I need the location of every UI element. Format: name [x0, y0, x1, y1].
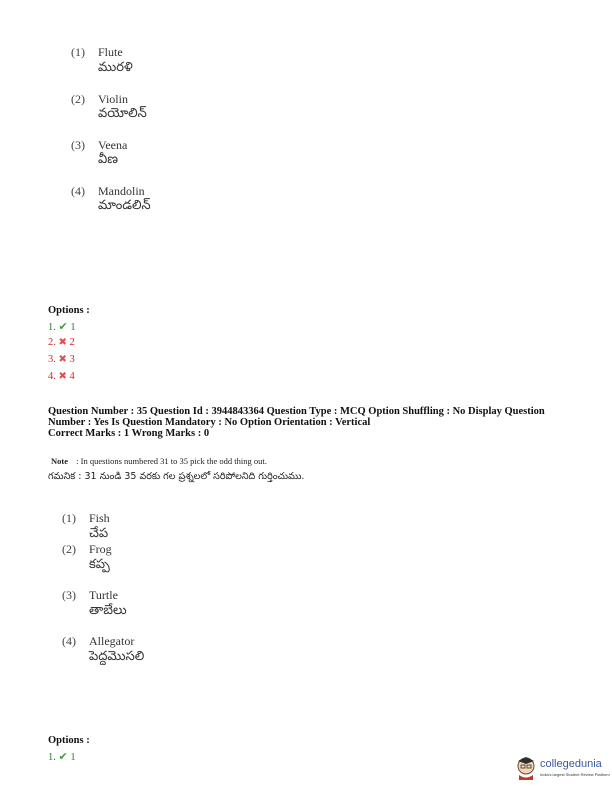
option-number: (2): [62, 542, 76, 556]
option-telugu: వీణ: [98, 152, 118, 167]
note-telugu: గమనిక : 31 నుండి 35 వరకు గల ప్రశ్నలలో సరిపోలనిది గుర్తించుము.: [48, 471, 305, 482]
answer-value: 2: [69, 337, 75, 348]
option-english: Allegator: [89, 634, 135, 648]
student-mascot-icon: [514, 754, 538, 780]
note-label: Note: [51, 456, 68, 466]
option-number: (3): [62, 588, 76, 602]
option-english: Violin: [98, 92, 128, 106]
option-number: (1): [71, 45, 85, 59]
options-heading: Options :: [48, 305, 90, 316]
question-header-line-2: Number : Yes Is Question Mandatory : No Option Orientation : Vertical: [48, 417, 371, 428]
options-heading: Options :: [48, 735, 90, 746]
answer-label: 4.: [48, 371, 56, 382]
answer-value: 3: [69, 354, 75, 365]
option-english: Veena: [98, 138, 128, 152]
cross-icon: ✖: [58, 371, 67, 382]
option-number: (4): [71, 184, 85, 198]
option-english: Mandolin: [98, 184, 145, 198]
option-telugu: పెద్దమొసలి: [89, 649, 145, 664]
option-english: Turtle: [89, 588, 118, 602]
option-number: (4): [62, 634, 76, 648]
check-icon: ✔: [58, 320, 68, 333]
answer-value: 1: [70, 752, 76, 763]
cross-icon: ✖: [58, 354, 67, 365]
question-header: [48, 406, 588, 439]
logo-wordmark: collegedunia: [540, 758, 602, 770]
question-marks: Correct Marks : 1 Wrong Marks : 0: [48, 428, 210, 439]
answer-option-3: [48, 354, 75, 365]
question-header-line-1: Question Number : 35 Question Id : 3944843364 Question Type : MCQ Option Shuffling : No Display Question: [48, 406, 545, 417]
answer-label: 1.: [48, 752, 56, 763]
answer-option-4: [48, 371, 75, 382]
option-english: Flute: [98, 45, 123, 59]
option-english: Frog: [89, 542, 112, 556]
option-telugu: వయోలిన్: [98, 106, 147, 121]
option-telugu: కప్ప: [89, 557, 110, 572]
option-telugu: మాండలిన్: [98, 198, 151, 213]
option-number: (2): [71, 92, 85, 106]
answer-option-2: [48, 337, 75, 348]
note-text: : In questions numbered 31 to 35 pick the odd thing out.: [76, 456, 267, 466]
answer-label: 2.: [48, 337, 56, 348]
option-telugu: మురళి: [98, 60, 133, 75]
answer-value: 1: [70, 322, 76, 333]
check-icon: ✔: [58, 750, 68, 763]
answer-label: 1.: [48, 322, 56, 333]
answer-label: 3.: [48, 354, 56, 365]
option-number: (1): [62, 511, 76, 525]
collegedunia-logo: [514, 754, 608, 782]
cross-icon: ✖: [58, 337, 67, 348]
answer-value: 4: [69, 371, 75, 382]
answer-option-1: [48, 320, 76, 333]
option-telugu: చేప: [89, 526, 109, 541]
note: [51, 456, 267, 466]
option-number: (3): [71, 138, 85, 152]
logo-tagline: India's largest Student Review Platform: [540, 772, 610, 777]
option-telugu: తాబేలు: [89, 603, 127, 618]
option-english: Fish: [89, 511, 110, 525]
answer-option-1: [48, 750, 76, 763]
